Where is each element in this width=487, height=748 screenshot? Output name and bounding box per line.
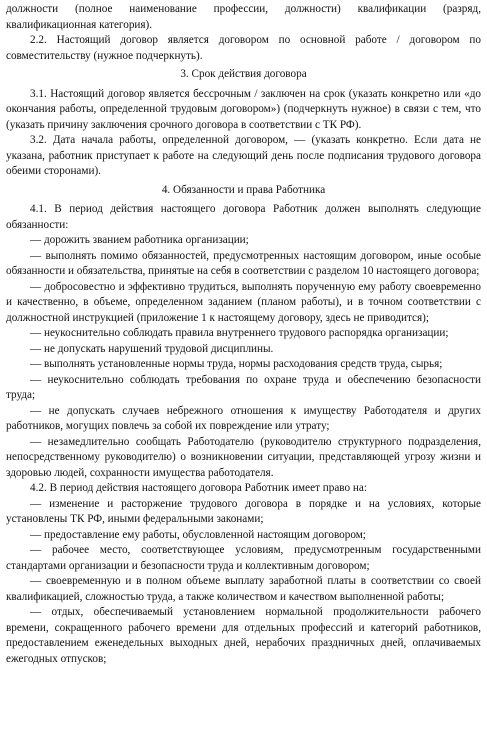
duty-item: — неукоснительно соблюдать требования по охране труда и обеспечению безопасности труда;	[6, 373, 481, 401]
intro-continuation: должности (полное наименование профессии, должности) квалификации (разряд, квалификационная категория).	[6, 3, 481, 31]
duty-item: — не допускать случаев небрежного отношения к имуществу Работодателя и других работников, могущих повлечь за собой их повреждение или утрату;	[6, 404, 481, 432]
section-4-heading	[6, 183, 481, 199]
duty-item: — выполнять установленные нормы труда, нормы расходования средств труда, сырья;	[30, 358, 443, 370]
section-3-title: 3. Срок действия договора	[180, 68, 307, 80]
clause-3-2: 3.2. Дата начала работы, определенной договором, — (указать конкретно. Если дата не указана, работник приступает к работе на следующий день после подписания трудового договора обеими сторонами).	[6, 134, 481, 177]
duty-item: — неукоснительно соблюдать правила внутреннего трудового распорядка организации;	[30, 327, 449, 339]
duty-item: — не допускать нарушений трудовой дисциплины.	[30, 342, 274, 355]
duty-item: — добросовестно и эффективно трудиться, выполнять порученную ему работу своевременно и качественно, в объеме, определенном заданием (планом работы), и в точном соответствии с должностной инструкцией (приложение 1 к настоящему договору, здесь не приводится);	[6, 280, 481, 324]
right-item: — своевременную и в полном объеме выплату заработной платы в соответствии со своей квалификацией, сложностью труда, а также количеством и качеством выполненной работы;	[6, 575, 481, 603]
right-item: — отдых, обеспечиваемый установлением нормальной продолжительности рабочего времени, сокращенного рабочего времени для отдельных профессий и категорий работников, предоставлением еженедельных выходных дней, нерабочих праздничных дней, оплачиваемых ежегодных отпусков;	[6, 606, 481, 665]
right-item: — предоставление ему работы, обусловленной настоящим договором;	[30, 528, 366, 541]
section-4-title: 4. Обязанности и права Работника	[161, 183, 326, 196]
clause-4-2-lead: 4.2. В период действия настоящего договора Работник имеет право на:	[30, 482, 367, 494]
clause-2-2: 2.2. Настоящий договор является договором по основной работе / договором по совместительству (нужное подчеркнуть).	[6, 34, 481, 62]
duty-item: — выполнять помимо обязанностей, предусмотренных настоящим договором, иные особые обязанности и обязательства, принятые на себя в соответствии с разделом 10 настоящего договора;	[6, 249, 481, 277]
duty-item: — дорожить званием работника организации;	[30, 234, 249, 246]
right-item: — рабочее место, соответствующее условиям, предусмотренным государственными стандартами организации и безопасности труда и коллективным договором;	[6, 544, 481, 572]
clause-4-1-lead: 4.1. В период действия настоящего договора Работник должен выполнять следующие обязанности:	[6, 203, 481, 231]
duty-item: — незамедлительно сообщать Работодателю (руководителю структурного подразделения, непосредственному руководителю) о возникновении ситуации, представляющей угрозу жизни и здоровью людей, сохранности имущества работодателя.	[6, 435, 481, 479]
section-3-heading	[6, 67, 481, 83]
right-item: — изменение и расторжение трудового договора в порядке и на условиях, которые установлены ТК РФ, иными федеральными законами;	[6, 497, 481, 525]
clause-3-1: 3.1. Настоящий договор является бессрочным / заключен на срок (указать конкретно или «до окончания работы, определенной трудовым договором») (подчеркнуть нужное) в связи с тем, что (указать причину заключения срочного договора в соответствии с ТК РФ).	[6, 87, 481, 131]
